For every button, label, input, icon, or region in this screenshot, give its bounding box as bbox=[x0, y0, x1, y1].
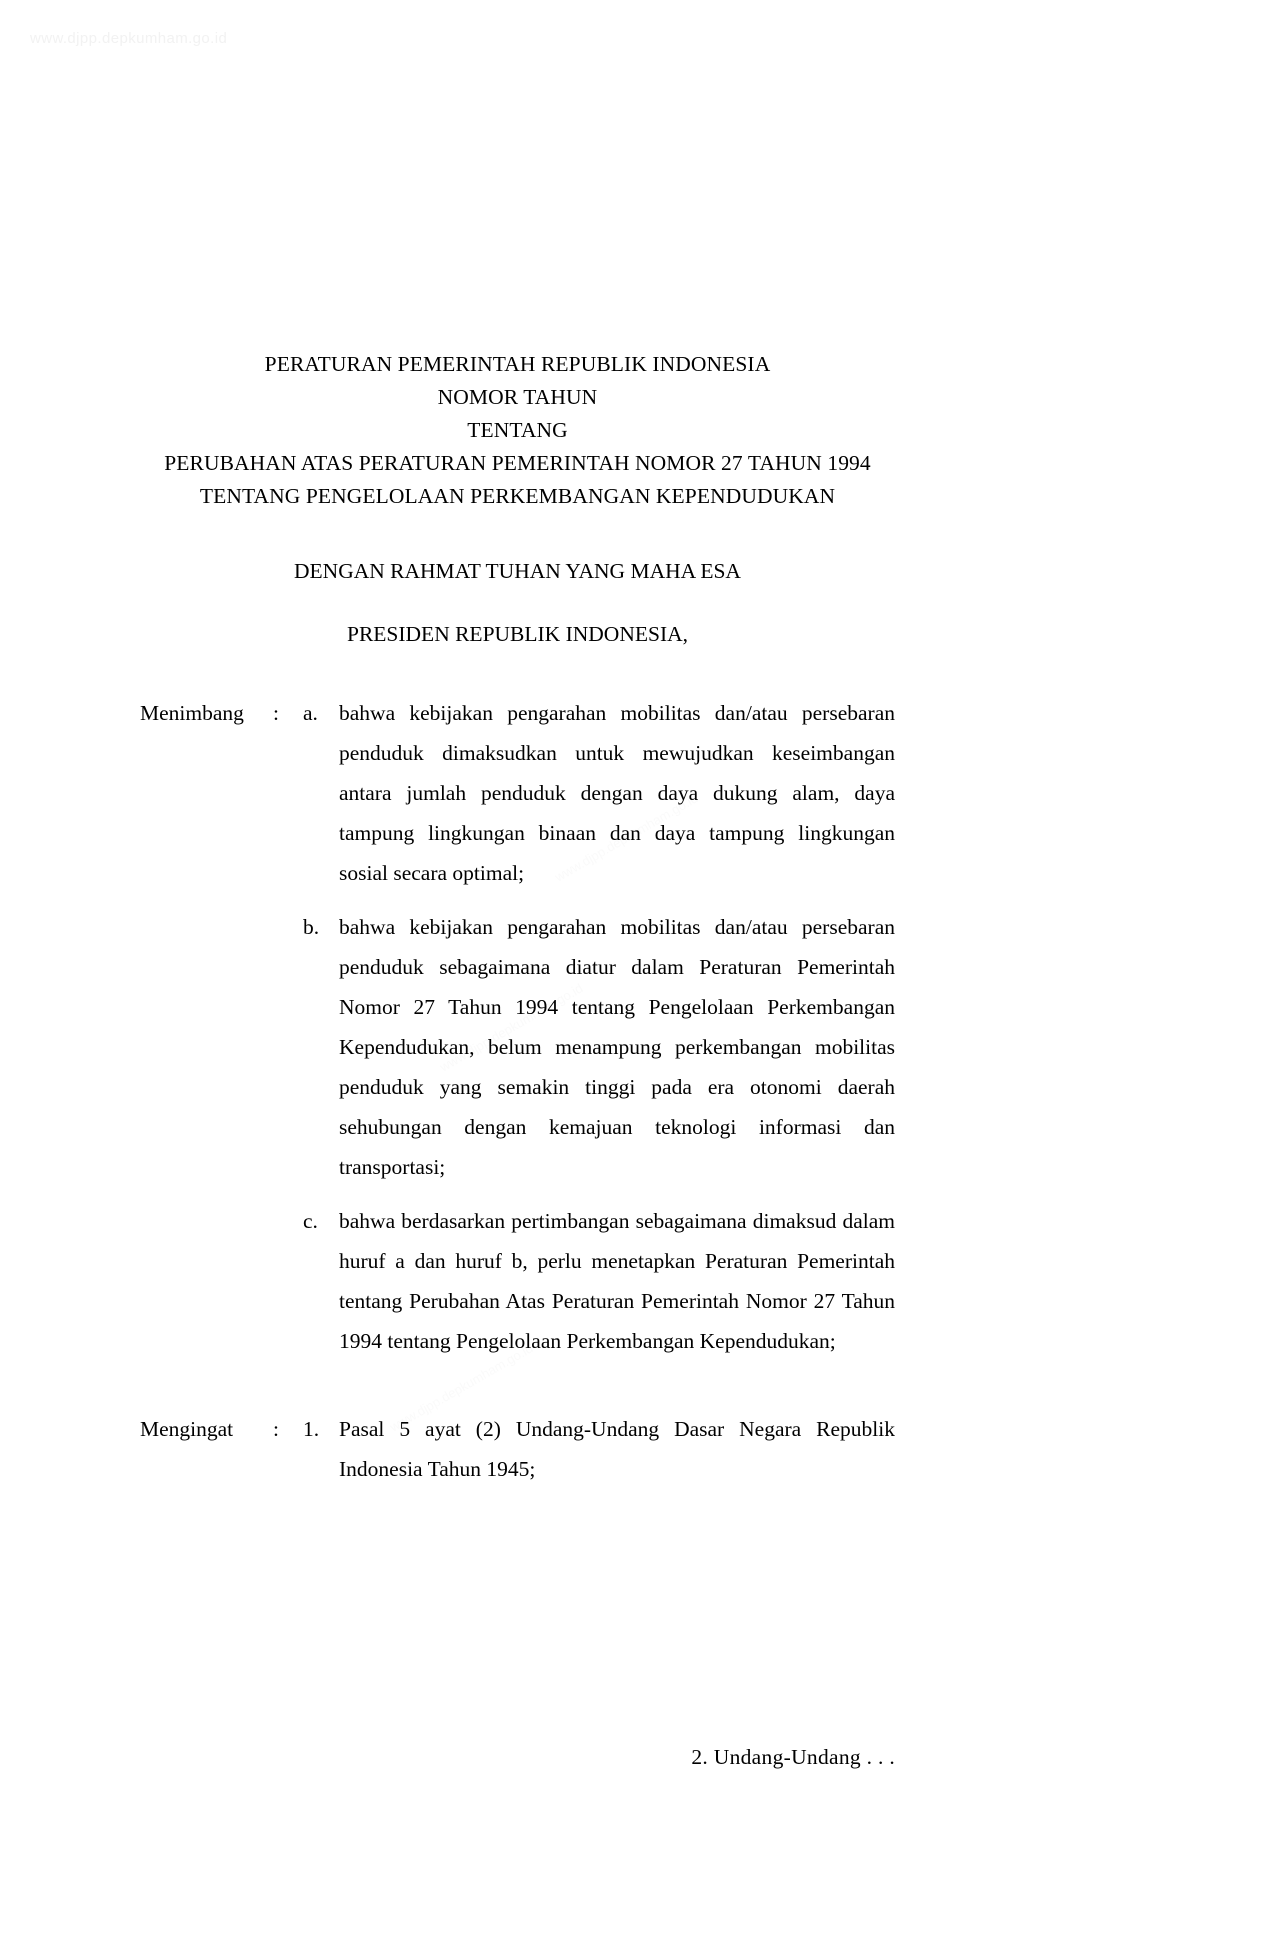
watermark-url-body-1: www.djpp.depkumham.go.id bbox=[552, 790, 701, 885]
watermark-url-body-2: www.djpp.depkumham.go.id bbox=[437, 980, 586, 1075]
legal-basis-colon: : bbox=[273, 1417, 279, 1441]
document-body bbox=[140, 348, 895, 1489]
legal-basis-marker-1: 1. bbox=[303, 1417, 320, 1441]
consideration-text-b: bahwa kebijakan pengarahan mobilitas dan/atau persebaran penduduk sebagaimana diatur dalam Peraturan Pemerintah Nomor 27 Tahun 1994 tentang Pengelolaan Perkembangan Kependudukan, belum menampung perkembangan mobilitas penduduk yang semakin tinggi pada era otonomi daerah sehubungan dengan kemajuan teknologi informasi dan transportasi; bbox=[339, 915, 895, 1179]
consideration-text-a: bahwa kebijakan pengarahan mobilitas dan/atau persebaran penduduk dimaksudkan untuk mewujudkan keseimbangan antara jumlah penduduk dengan daya dukung alam, daya tampung lingkungan binaan dan daya tampung lingkungan sosial secara optimal; bbox=[339, 701, 895, 885]
consideration-text-c: bahwa berdasarkan pertimbangan sebagaimana dimaksud dalam huruf a dan huruf b, perlu menetapkan Peraturan Pemerintah tentang Perubahan Atas Peraturan Pemerintah Nomor 27 Tahun 1994 tentang Pengelolaan Perkembangan Kependudukan; bbox=[339, 1209, 895, 1353]
title-line-4-subject: PERUBAHAN ATAS PERATURAN PEMERINTAH NOMOR 27 TAHUN 1994 bbox=[164, 451, 871, 475]
title-block bbox=[140, 348, 895, 513]
legal-basis-text-1: Pasal 5 ayat (2) Undang-Undang Dasar Negara Republik Indonesia Tahun 1945; bbox=[339, 1417, 895, 1481]
title-line-5-subject-cont: TENTANG PENGELOLAAN PERKEMBANGAN KEPENDUDUKAN bbox=[199, 484, 836, 508]
consideration-item-a bbox=[140, 693, 895, 893]
consideration-label: Menimbang bbox=[140, 701, 244, 725]
consideration-marker-b: b. bbox=[303, 915, 320, 939]
legal-basis-label: Mengingat bbox=[140, 1417, 234, 1441]
watermark-url-top: www.djpp.depkumham.go.id bbox=[30, 30, 228, 47]
page-continuation-note: 2. Undang-Undang . . . bbox=[691, 1745, 895, 1769]
invocation-line: DENGAN RAHMAT TUHAN YANG MAHA ESA bbox=[294, 559, 741, 583]
title-line-1: PERATURAN PEMERINTAH REPUBLIK INDONESIA bbox=[264, 352, 771, 376]
title-line-2-nomor-tahun: NOMOR TAHUN bbox=[437, 385, 598, 409]
title-line-3-tentang: TENTANG bbox=[467, 418, 568, 442]
watermark-url-body-3: www.djpp.depkumham.go.id bbox=[387, 1340, 536, 1435]
consideration-item-b bbox=[140, 907, 895, 1187]
consideration-item-c bbox=[140, 1201, 895, 1361]
consideration-marker-c: c. bbox=[303, 1209, 318, 1233]
legal-basis-item-1 bbox=[140, 1409, 895, 1489]
consideration-colon: : bbox=[273, 701, 279, 725]
authority-line: PRESIDEN REPUBLIK INDONESIA, bbox=[346, 622, 689, 646]
consideration-marker-a: a. bbox=[303, 701, 318, 725]
